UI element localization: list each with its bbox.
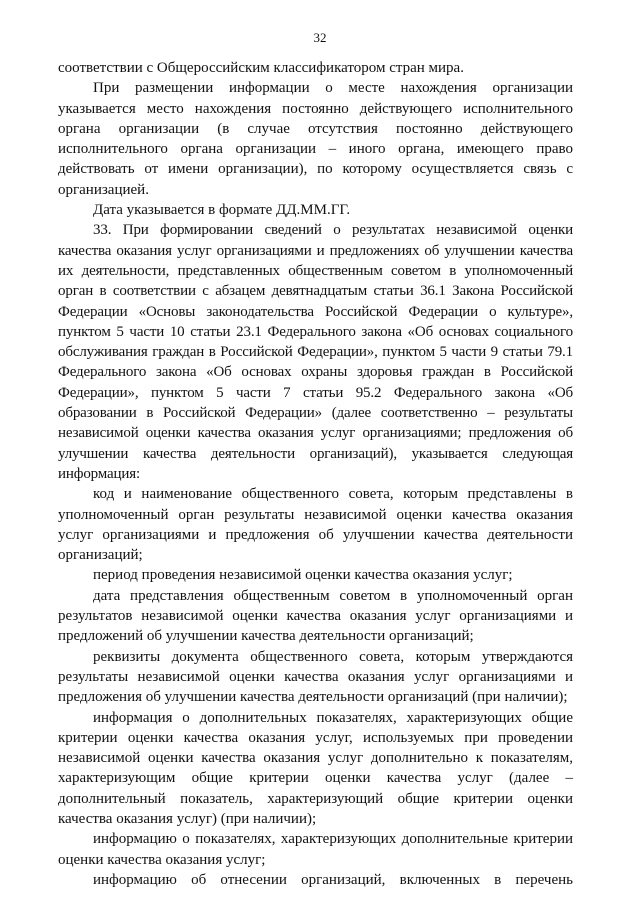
paragraph-item-33: 33. При формировании сведений о результатах независимой оценки качества оказания услуг организациями и предложениях об улучшении качества их деятельности, представленных общественным советом в уполномоченный орган в соответствии с абзацем девятнадцатым статьи 36.1 Закона Российской Федерации «Основы законодательства Российской Федерации о культуре», пунктом 5 части 10 статьи 23.1 Федерального закона «Об основах социального обслуживания граждан в Российской Федерации», пунктом 5 части 9 статьи 79.1 Федерального закона «Об основах охраны здоровья граждан в Российской Федерации», пунктом 5 части 7 статьи 95.2 Федерального закона «Об образовании в Российской Федерации» (далее соответственно – результаты независимой оценки качества оказания услуг организациями; предложения об улучшении качества деятельности организаций), указывается следующая информация: xyxy=(58,222,573,482)
list-item-document-details: реквизиты документа общественного совета, которым утверждаются результаты независимой оценки качества оказания услуг организациями и предложения об улучшении качества деятельности организаций (при наличии); xyxy=(58,648,573,706)
document-body xyxy=(58,58,573,890)
list-item-organizations: информацию об отнесении организаций, включенных в перечень xyxy=(93,871,573,888)
paragraph-location-info: При размещении информации о месте нахождения организации указывается место нахождения постоянно действующего исполнительного органа организации (в случае отсутствия постоянно действующего исполнительного органа организации – иного органа, имеющего право действовать от имени организации), по которому осуществляется связь с организацией. xyxy=(58,80,573,198)
paragraph-continuation: соответствии с Общероссийским классификатором стран мира. xyxy=(58,60,464,76)
list-item-assessment-period: период проведения независимой оценки качества оказания услуг; xyxy=(93,567,513,584)
list-item-council-code: код и наименование общественного совета, которым представлены в уполномоченный орган результаты независимой оценки качества оказания услуг организациями и предложения об улучшении качества деятельности организаций; xyxy=(58,486,573,564)
page-number: 32 xyxy=(313,30,327,45)
list-item-additional-criteria: информацию о показателях, характеризующих дополнительные критерии оценки качества оказания услуг; xyxy=(58,831,573,868)
list-item-additional-indicators: информация о дополнительных показателях, характеризующих общие критерии оценки качества оказания услуг, используемых при проведении независимой оценки качества оказания услуг дополнительно к показателям, характеризующим общие критерии оценки качества услуг (далее – дополнительный показатель, характеризующий общие критерии оценки качества оказания услуг) (при наличии); xyxy=(58,709,573,827)
paragraph-date-format: Дата указывается в формате ДД.ММ.ГГ. xyxy=(93,202,351,219)
list-item-submission-date: дата представления общественным советом в уполномоченный орган результатов независимой оценки качества оказания услуг организациями и предложений об улучшении качества деятельности организаций; xyxy=(58,587,573,645)
